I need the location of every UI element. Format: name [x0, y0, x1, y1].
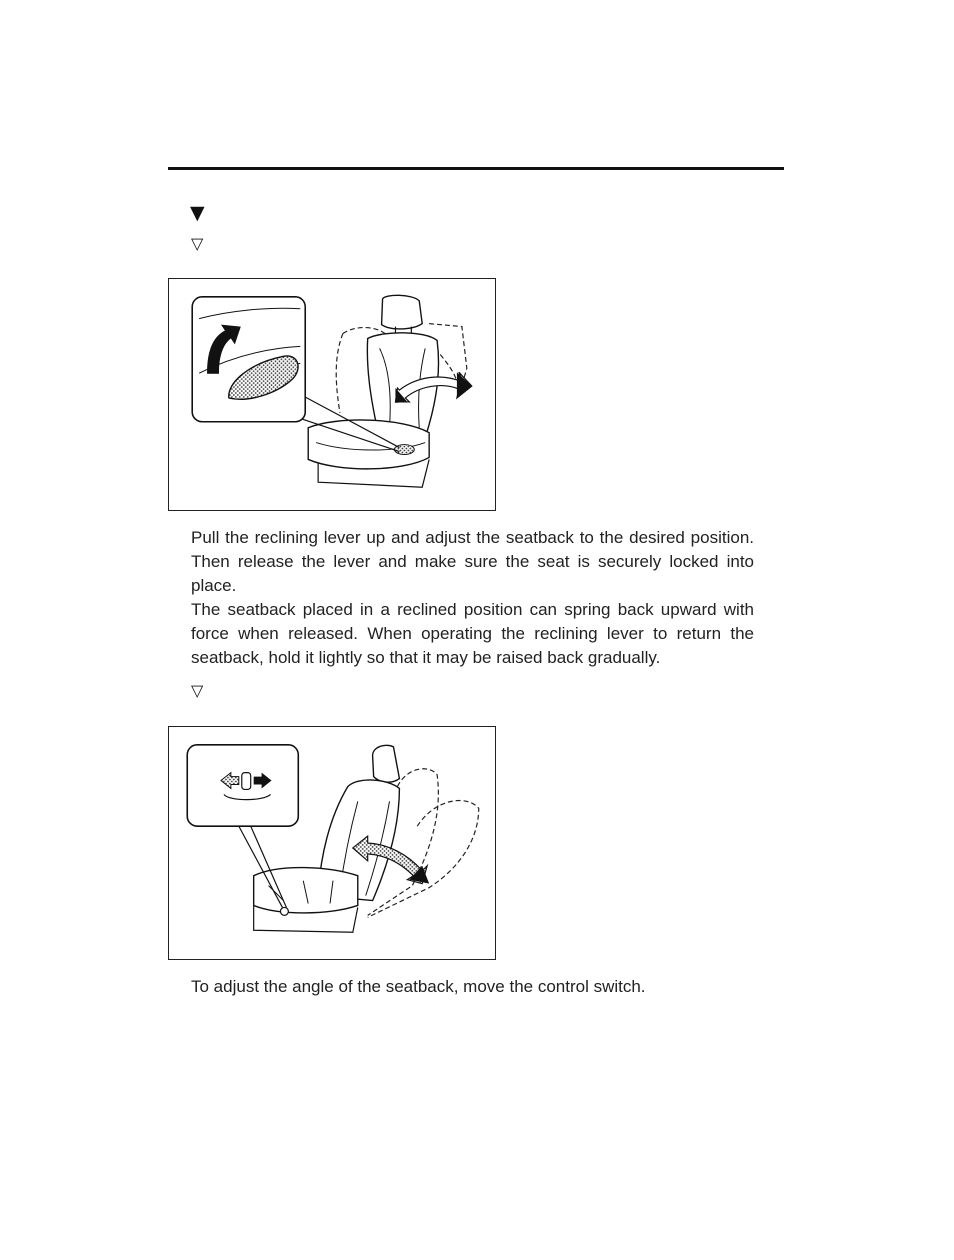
manual-recline-instruction: Pull the reclining lever up and adjust the seatback to the desired position. Then release the lever and make sure the seat is securely locked into place. — [191, 528, 754, 595]
power-recline-figure — [168, 726, 496, 960]
subsection-marker-icon: ▽ — [191, 234, 204, 253]
section-marker-icon: ▼ — [190, 202, 205, 224]
manual-recline-caution: The seatback placed in a reclined position can spring back upward with force when released. When operating the reclining lever to return the seatback, hold it lightly so that it may be raised back gradually. — [191, 600, 754, 667]
subsection-marker-icon: ▽ — [191, 681, 204, 700]
power-recline-instruction: To adjust the angle of the seatback, move the control switch. — [191, 977, 646, 996]
power-recline-seat-icon — [169, 727, 495, 959]
header-rule — [168, 167, 784, 170]
manual-recline-figure — [168, 278, 496, 511]
manual-recline-seat-icon — [169, 279, 495, 510]
